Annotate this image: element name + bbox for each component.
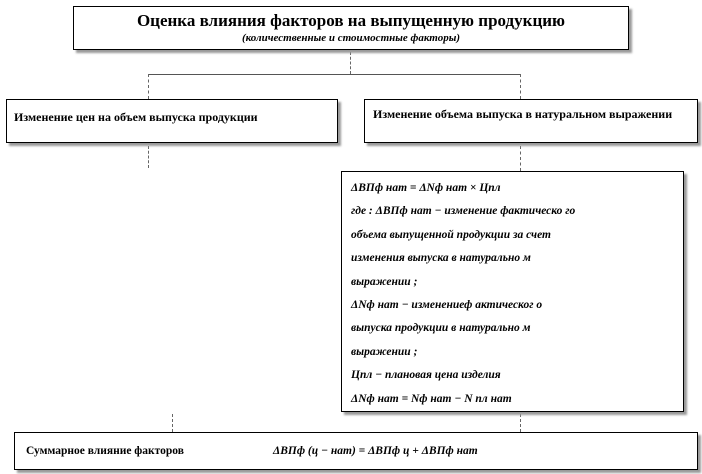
volume-change-label: Изменение объема выпуска в натуральном выражении	[373, 107, 673, 121]
diagram-subtitle: (количественные и стоимостные факторы)	[241, 32, 461, 44]
total-influence-label: Суммарное влияние факторов	[26, 445, 184, 457]
formula-line: выражении ;	[351, 345, 418, 358]
volume-change-box	[364, 99, 698, 143]
title-box	[73, 6, 629, 50]
formula-line: ΔВПф нат = ΔNф нат × Цпл	[351, 182, 501, 194]
connector-bottom-left	[172, 414, 173, 432]
price-change-box	[6, 99, 338, 143]
connector-right-drop	[520, 74, 521, 99]
connector-right-below	[520, 146, 521, 171]
connector-horizontal	[148, 74, 520, 75]
connector-left-drop	[148, 74, 149, 99]
price-change-label: Изменение цен на объем выпуска продукции	[14, 110, 258, 124]
formula-line: выпуска продукции в натурально м	[351, 322, 531, 335]
formula-lines	[351, 177, 677, 411]
formula-line: где : ΔВПф нат − изменение фактическо го	[351, 205, 576, 218]
connector-top-down	[350, 52, 351, 74]
connector-left-below	[148, 146, 149, 168]
formula-box	[341, 171, 684, 412]
formula-line: изменения выпуска в натурально м	[351, 252, 531, 265]
total-influence-formula: ΔВПф (ц − нат) = ΔВПф ц + ΔВПф нат	[273, 445, 478, 457]
diagram-title: Оценка влияния факторов на выпущенную продукцию	[136, 11, 566, 30]
formula-line: выражении ;	[351, 275, 418, 288]
total-influence-box	[14, 432, 698, 470]
formula-line: ΔNф нат = Nф нат − N пл нат	[351, 392, 512, 405]
formula-line: ΔNф нат − изменениеф актическог о	[351, 298, 543, 311]
formula-line: Цпл − плановая цена изделия	[351, 369, 501, 382]
formula-line: объема выпущенной продукции за счет	[351, 228, 551, 241]
connector-bottom-right	[520, 414, 521, 432]
